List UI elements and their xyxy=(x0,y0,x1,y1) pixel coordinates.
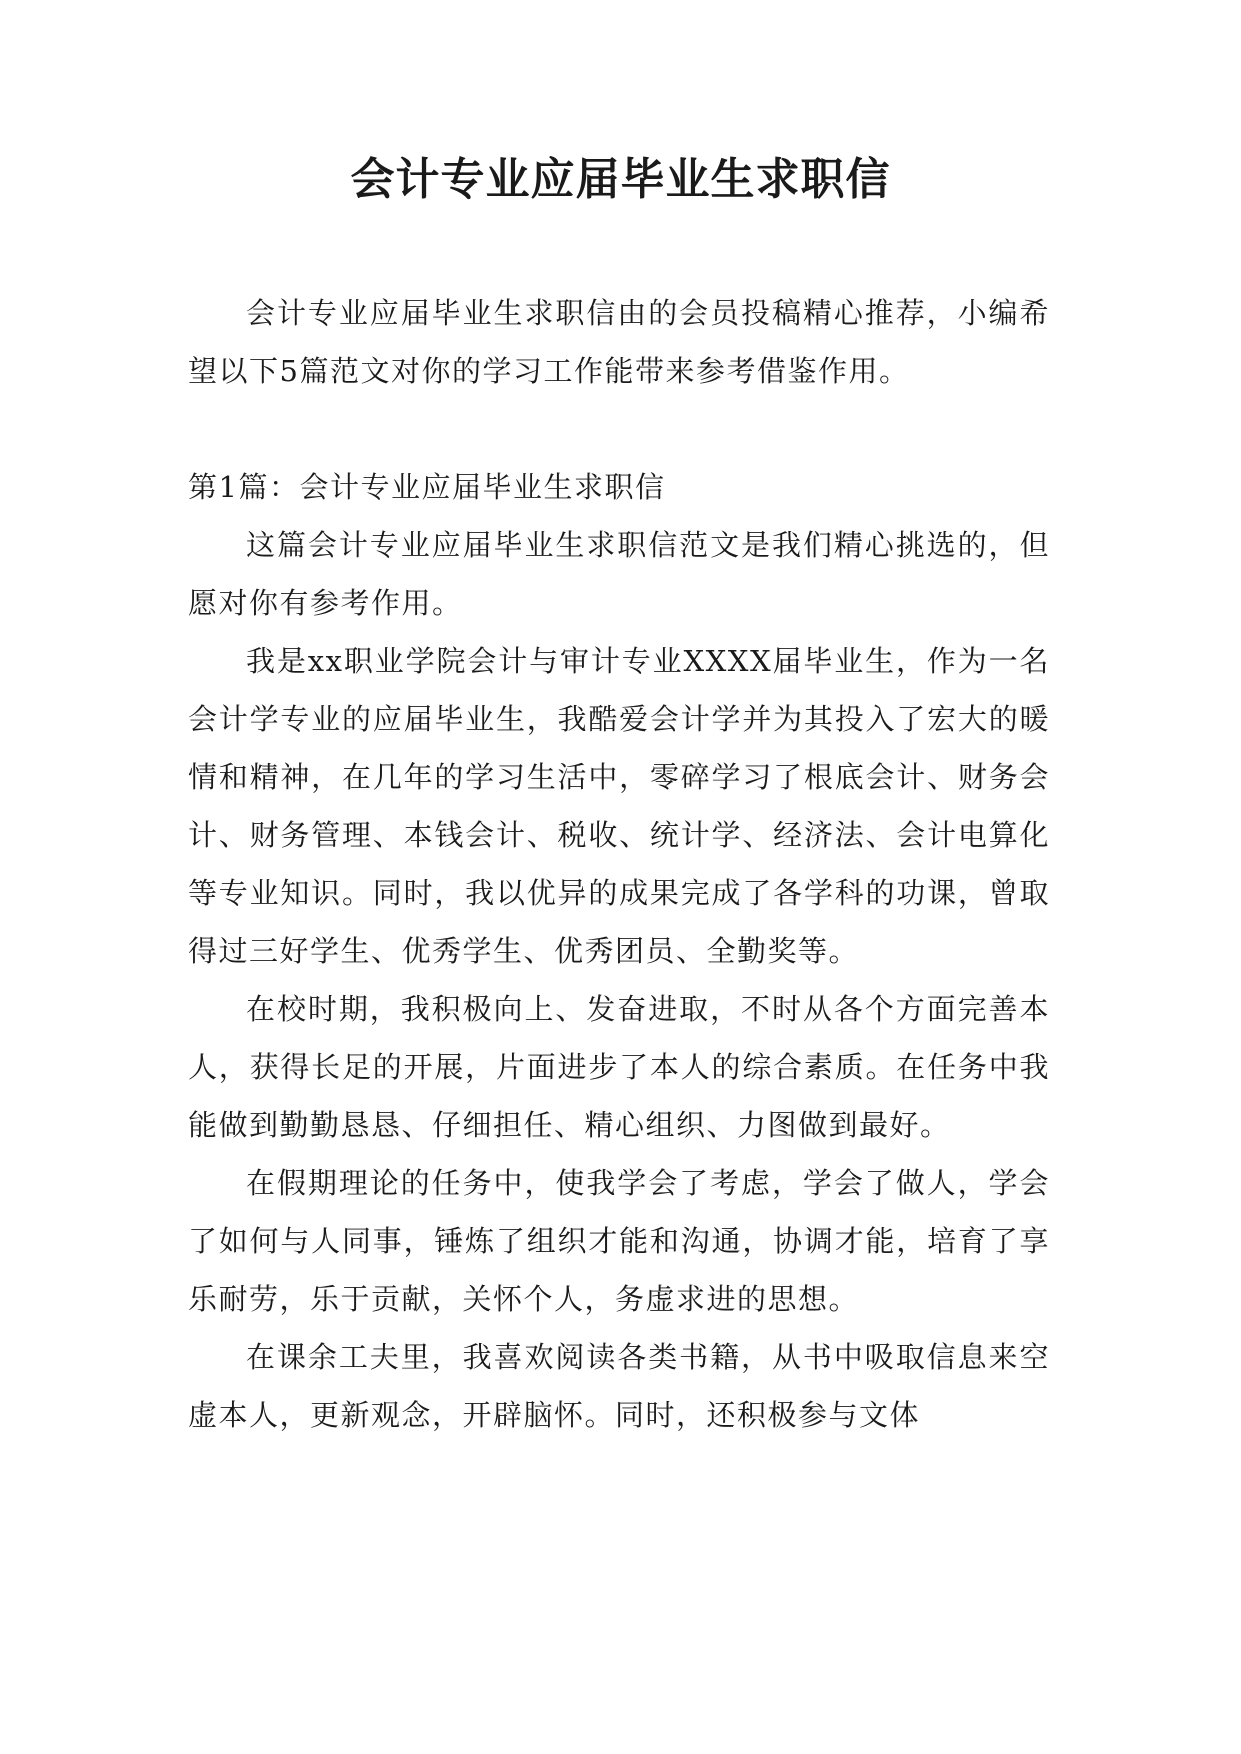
intro-paragraph: 会计专业应届毕业生求职信由的会员投稿精心推荐，小编希望以下5篇范文对你的学习工作能带来参考借鉴作用。 xyxy=(188,296,1050,388)
document-title: 会计专业应届毕业生求职信 xyxy=(350,154,891,205)
body-paragraph: 我是xx职业学院会计与审计专业XXXX届毕业生，作为一名会计学专业的应届毕业生，我酷爱会计学并为其投入了宏大的暖情和精神，在几年的学习生活中，零碎学习了根底会计、财务会计、财务管理、本钱会计、税收、统计学、经济法、会计电算化等专业知识。同时，我以优异的成果完成了各学科的功课，曾取得过三好学生、优秀学生、优秀团员、全勤奖等。 xyxy=(188,644,1050,968)
body-paragraph: 这篇会计专业应届毕业生求职信范文是我们精心挑选的，但愿对你有参考作用。 xyxy=(188,528,1050,620)
paragraph-spacer xyxy=(188,400,1050,458)
section-heading: 第1篇：会计专业应届毕业生求职信 xyxy=(188,470,666,504)
body-paragraph: 在校时期，我积极向上、发奋进取，不时从各个方面完善本人，获得长足的开展，片面进步了本人的综合素质。在任务中我能做到勤勤恳恳、仔细担任、精心组织、力图做到最好。 xyxy=(188,992,1050,1142)
document-body xyxy=(188,284,1050,1444)
body-paragraph: 在假期理论的任务中，使我学会了考虑，学会了做人，学会了如何与人同事，锤炼了组织才能和沟通，协调才能，培育了享乐耐劳，乐于贡献，关怀个人，务虚求进的思想。 xyxy=(188,1166,1050,1316)
body-paragraph: 在课余工夫里，我喜欢阅读各类书籍，从书中吸取信息来空虚本人，更新观念，开辟脑怀。同时，还积极参与文体 xyxy=(188,1340,1050,1432)
